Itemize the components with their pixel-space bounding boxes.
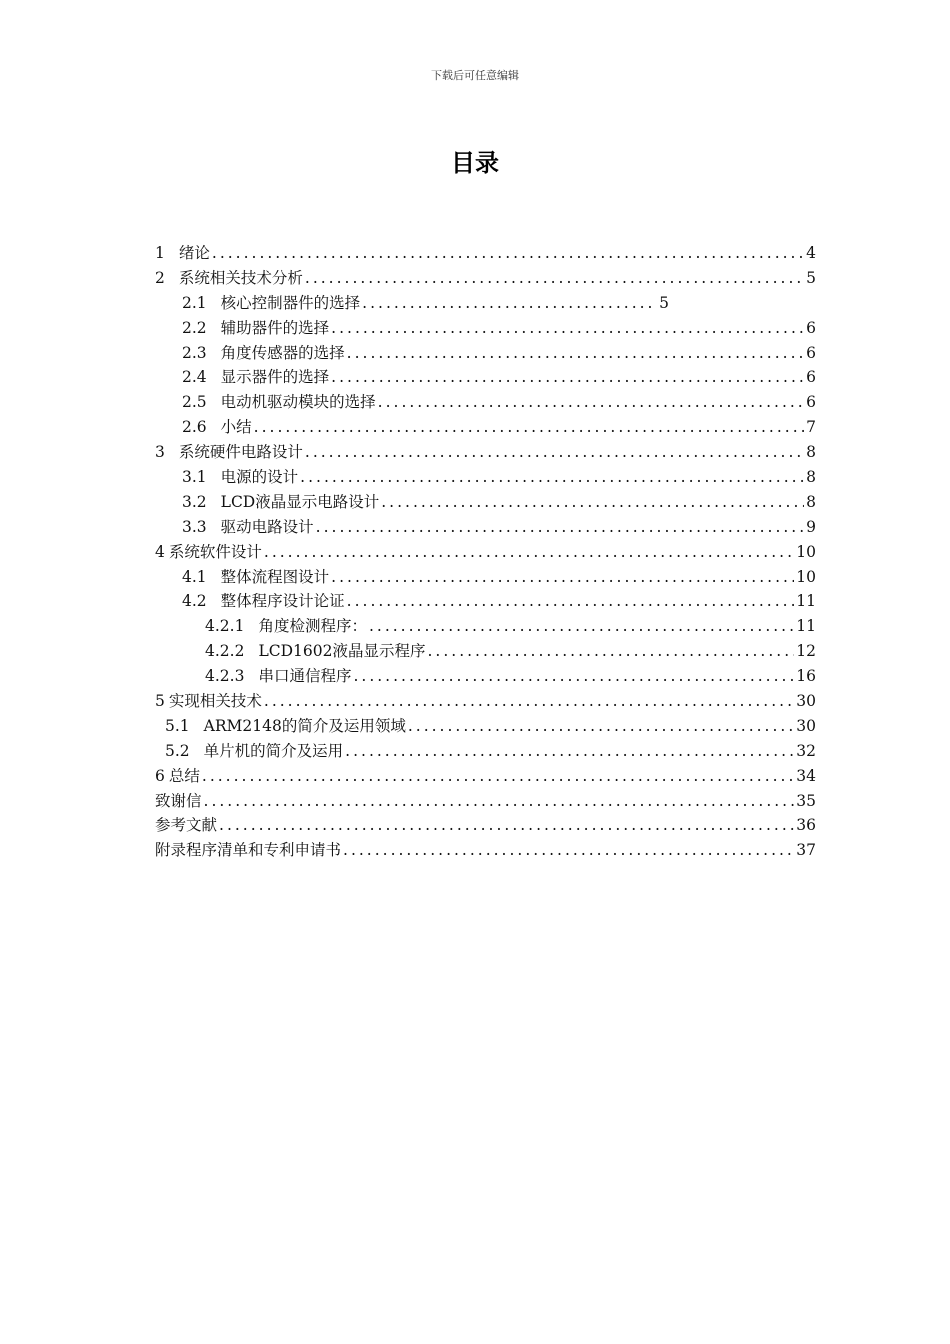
toc-leader-dots [331,568,794,586]
toc-leader-dots [212,244,804,262]
toc-entry-title: 角度检测程序： [258,617,367,636]
toc-entry-4[interactable] [155,540,816,565]
toc-entry-2-4[interactable] [155,365,816,390]
toc-leader-dots [331,368,804,386]
toc-leader-dots [254,418,804,436]
toc-leader-dots [353,667,794,685]
toc-entry-title: 整体程序设计论证 [220,592,345,611]
toc-leader-dots [204,792,795,810]
toc-entry-title: 附录程序清单和专利申请书 [155,841,342,860]
toc-entry-number: 5.2 [165,741,190,760]
toc-leader-dots [347,592,795,610]
toc-leader-dots [347,344,804,362]
toc-title: 目录 [451,149,499,177]
toc-entry-page: 6 [806,393,816,412]
toc-entry-number: 5 [155,692,165,711]
toc-entry-5-2[interactable] [155,739,816,764]
toc-entry-3-3[interactable] [155,515,816,540]
toc-entry-page: 16 [796,667,816,686]
toc-entry-page: 30 [796,692,816,711]
toc-entry-page: 7 [806,418,816,437]
toc-entry-page: 6 [806,343,816,362]
toc-entry-page: 5 [659,293,670,312]
toc-leader-dots [378,393,804,411]
toc-entry-title: 绪论 [178,244,210,262]
toc-entry-title: LCD1602液晶显示程序 [258,642,426,661]
toc-entry-4-2-3[interactable] [155,664,816,689]
toc-entry-title: 实现相关技术 [168,692,262,711]
toc-entry-2-2[interactable] [155,316,816,341]
toc-entry-number: 4.2.3 [205,667,245,686]
toc-entry-page: 5 [806,268,816,287]
toc-entry-title: 系统软件设计 [168,542,262,561]
toc-entry-title: 整体流程图设计 [220,567,330,586]
toc-entry-page: 11 [796,592,816,611]
toc-entry-number: 2.2 [182,318,207,337]
toc-entry-6[interactable] [155,764,816,789]
toc-entry-2-5[interactable] [155,390,816,415]
toc-entry-number: 1 [155,244,165,262]
toc-leader-dots [316,518,804,536]
toc-entry-page: 10 [796,542,816,561]
toc-leader-dots [362,294,654,312]
toc-entry-3-2[interactable] [155,490,816,515]
toc-entry-number: 4 [155,542,165,561]
toc-entry-page: 11 [796,617,816,636]
toc-entry-title: LCD液晶显示电路设计 [220,492,380,511]
toc-entry-number: 2 [155,268,165,287]
toc-entry-1[interactable] [155,241,816,266]
toc-entry-page: 4 [806,244,816,262]
toc-entry-number: 2.6 [182,418,207,437]
toc-entry-page: 6 [806,368,816,387]
toc-entry-title: 小结 [220,418,252,437]
toc-entry-number: 6 [155,766,165,785]
toc-entry-title: 参考文献 [155,816,218,835]
toc-entry-4-2[interactable] [155,589,816,614]
toc-entry-5[interactable] [155,689,816,714]
toc-leader-dots [331,319,804,337]
toc-leader-dots [264,692,794,710]
toc-entry-2-6[interactable] [155,415,816,440]
toc-entry-3[interactable] [155,440,816,465]
toc-entry-title: 辅助器件的选择 [220,318,330,337]
toc-entry-page: 8 [806,443,816,462]
toc-leader-dots [202,767,794,785]
toc-entry-acknowledgements[interactable] [155,789,816,814]
toc-entry-title: ARM2148的简介及运用领域 [203,716,406,735]
toc-entry-number: 5.1 [165,716,190,735]
toc-entry-number: 4.1 [182,567,207,586]
toc-entry-2-1[interactable] [155,291,816,316]
toc-entry-title: 显示器件的选择 [220,368,330,387]
toc-entry-number: 3.1 [182,468,207,487]
toc-leader-dots [369,617,794,635]
toc-entry-number: 3 [155,443,165,462]
toc-leader-dots [345,742,794,760]
toc-entry-number: 2.1 [182,293,207,312]
toc-entry-page: 30 [796,716,816,735]
toc-entry-page: 32 [796,741,816,760]
toc-entry-5-1[interactable] [155,714,816,739]
toc-entry-2[interactable] [155,266,816,291]
toc-entry-number: 3.2 [182,492,207,511]
toc-entry-4-1[interactable] [155,565,816,590]
toc-entry-title: 单片机的简介及运用 [203,741,344,760]
toc-leader-dots [427,642,794,660]
page-header-note: 下载后可任意编辑 [431,69,519,82]
toc-entry-page: 35 [796,791,816,810]
toc-entry-references[interactable] [155,813,816,838]
toc-entry-appendix[interactable] [155,838,816,863]
toc-entry-4-2-1[interactable] [155,614,816,639]
toc-entry-title: 致谢信 [155,791,202,810]
toc-entry-title: 角度传感器的选择 [220,343,345,362]
toc-entry-title: 系统相关技术分析 [178,268,303,287]
toc-entry-number: 2.4 [182,368,207,387]
toc-entry-page: 34 [796,766,816,785]
toc-leader-dots [408,717,794,735]
toc-entry-number: 2.5 [182,393,207,412]
toc-entry-title: 驱动电路设计 [220,517,314,536]
toc-entry-number: 3.3 [182,517,207,536]
toc-leader-dots [219,816,794,834]
toc-entry-title: 电源的设计 [220,468,299,487]
toc-entry-number: 4.2.1 [205,617,245,636]
toc-entry-number: 4.2 [182,592,207,611]
toc-entry-page: 8 [806,468,816,487]
toc-entry-page: 9 [806,517,816,536]
toc-entry-title: 电动机驱动模块的选择 [220,393,376,412]
toc-entry-page: 37 [796,841,816,860]
table-of-contents [155,241,816,863]
toc-entry-3-1[interactable] [155,465,816,490]
toc-entry-page: 10 [796,567,816,586]
toc-entry-page: 6 [806,318,816,337]
toc-entry-4-2-2[interactable] [155,639,816,664]
toc-entry-page: 12 [796,642,816,661]
toc-entry-page: 8 [806,492,816,511]
toc-leader-dots [381,493,804,511]
toc-leader-dots [305,269,804,287]
toc-entry-number: 4.2.2 [205,642,245,661]
toc-leader-dots [300,468,804,486]
toc-entry-page: 36 [796,816,816,835]
toc-entry-title: 核心控制器件的选择 [220,293,361,312]
toc-leader-dots [305,443,804,461]
toc-entry-title: 总结 [168,766,200,785]
toc-leader-dots [264,543,794,561]
toc-entry-title: 串口通信程序 [258,667,352,686]
toc-entry-2-3[interactable] [155,341,816,366]
toc-leader-dots [343,841,794,859]
toc-entry-title: 系统硬件电路设计 [178,443,303,462]
toc-entry-number: 2.3 [182,343,207,362]
